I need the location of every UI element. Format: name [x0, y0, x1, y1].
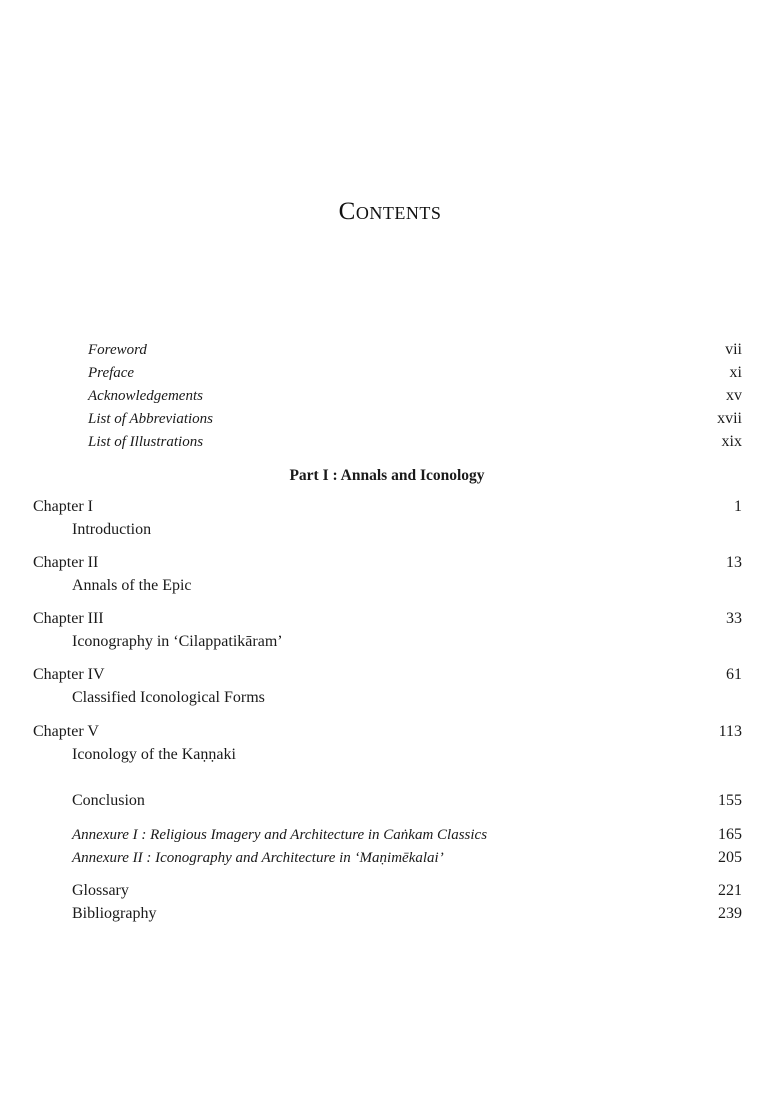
chapter-entry-3[interactable]	[0, 608, 780, 630]
conclusion-entry[interactable]	[0, 790, 780, 812]
chapter-label: Chapter IV	[33, 666, 105, 683]
entry-page-number: xix	[721, 433, 742, 450]
entry-label: Preface	[88, 365, 135, 381]
annexure-label: Annexure I : Religious Imagery and Architecture in Caṅkam Classics	[72, 827, 488, 843]
entry-label: List of Illustrations	[88, 434, 204, 450]
chapter-title-row-3	[0, 631, 780, 653]
chapter-label: Chapter II	[33, 554, 99, 571]
chapter-entry-1[interactable]	[0, 496, 780, 518]
back-matter-page-number: 221	[718, 882, 742, 899]
annexure-entry-2[interactable]	[0, 847, 780, 869]
conclusion-page-number: 155	[718, 792, 742, 809]
chapter-label: Chapter III	[33, 610, 104, 627]
front-matter-entry-abbreviations[interactable]	[0, 408, 780, 430]
back-matter-label: Bibliography	[72, 905, 157, 922]
chapter-title: Classified Iconological Forms	[72, 689, 265, 706]
chapter-title-row-1	[0, 519, 780, 541]
entry-label: List of Abbreviations	[88, 411, 214, 427]
chapter-label: Chapter V	[33, 723, 99, 740]
page-title: Contents	[338, 198, 442, 225]
entry-page-number: vii	[725, 341, 742, 358]
chapter-title: Iconography in ‘Cilappatikāram’	[72, 633, 283, 650]
entry-label: Foreword	[88, 342, 147, 358]
chapter-title: Iconology of the Kaṇṇaki	[72, 746, 236, 763]
chapter-entry-4[interactable]	[0, 664, 780, 686]
chapter-entry-2[interactable]	[0, 552, 780, 574]
entry-page-number: xv	[726, 387, 742, 404]
chapter-page-number: 1	[734, 498, 742, 515]
chapter-page-number: 113	[718, 723, 742, 740]
chapter-title-row-4	[0, 687, 780, 709]
annexure-entry-1[interactable]	[0, 824, 780, 846]
back-matter-entry-bibliography[interactable]	[0, 903, 780, 925]
entry-page-number: xvii	[717, 410, 742, 427]
chapter-page-number: 61	[726, 666, 742, 683]
entry-page-number: xi	[729, 364, 742, 381]
chapter-title: Introduction	[72, 521, 152, 538]
back-matter-entry-glossary[interactable]	[0, 880, 780, 902]
back-matter-page-number: 239	[718, 905, 742, 922]
chapter-page-number: 33	[726, 610, 742, 627]
chapter-entry-5[interactable]	[0, 721, 780, 743]
front-matter-entry-preface[interactable]	[0, 362, 780, 384]
annexure-page-number: 165	[718, 826, 742, 843]
chapter-page-number: 13	[726, 554, 742, 571]
front-matter-entry-acknowledgements[interactable]	[0, 385, 780, 407]
part-heading: Part I : Annals and Iconology	[289, 467, 485, 484]
chapter-title-row-2	[0, 575, 780, 597]
chapter-label: Chapter I	[33, 498, 93, 515]
chapter-title: Annals of the Epic	[72, 577, 192, 594]
front-matter-entry-illustrations[interactable]	[0, 431, 780, 453]
conclusion-label: Conclusion	[72, 792, 145, 809]
annexure-label: Annexure II : Iconography and Architecture in ‘Maṇimēkalai’	[72, 850, 444, 866]
annexure-page-number: 205	[718, 849, 742, 866]
entry-label: Acknowledgements	[88, 388, 203, 404]
back-matter-label: Glossary	[72, 882, 129, 899]
front-matter-entry-foreword[interactable]	[0, 339, 780, 361]
chapter-title-row-5	[0, 744, 780, 766]
